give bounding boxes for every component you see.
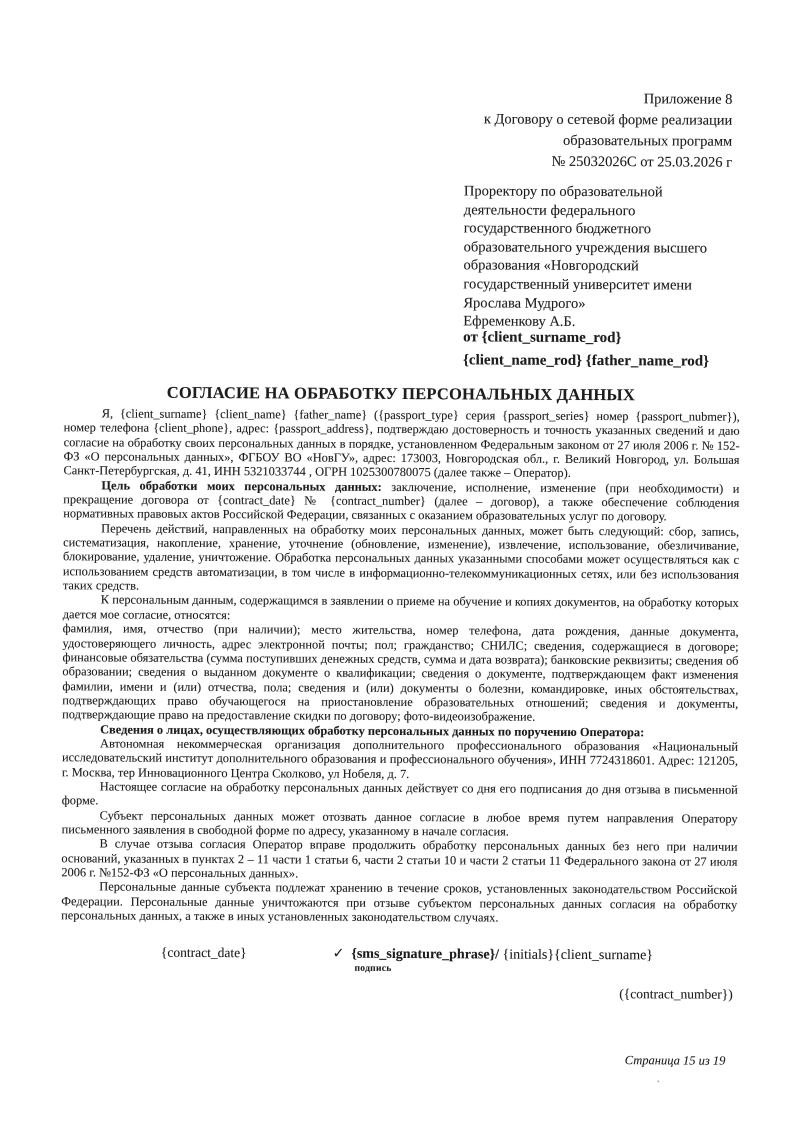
signature-initials: {initials}{client_surname} <box>498 947 654 964</box>
paragraph: Цель обработки моих персональных данных: заключение, исполнение, изменение (при необходимости) и прекращение договора от {contract_date} № {contract_number} (далее – договор), а также обеспечение соблюдения нормативных правовых актов Российской Федерации, связанных с оказанием образовательных услуг по договору. <box>63 478 740 524</box>
addressee-block: Проректору по образовательной деятельности федерального государственного бюджетного образовательного учреждения высшего образования «Новгородский государственный университет имени Ярослава Мудрого» Ефременкову А.Б. <box>463 183 708 331</box>
paragraph: Персональные данные субъекта подлежат хранению в течение сроков, установленных законодательством Российской Федерации. Персональные данные уничтожаются при отзыве субъектом персональных данных согласия на обработку персональных данных, а также в иных установленных законодательством случаях. <box>61 879 738 925</box>
contract-number: ({contract_number}) <box>619 986 733 1002</box>
paragraph: Субъект персональных данных может отозвать данное согласие в любое время путем направления Оператору письменного заявления в свободной форме по адресу, указанному в начале согласия. <box>61 808 738 839</box>
from-block: от {client_surname_rod} {client_name_rod} {father_name_rod} <box>463 329 710 370</box>
paragraph: Я, {client_surname} {client_name} {father_name} ({passport_type} серия {passport_series} номер {passport_nubmer}), номер телефона {client_phone}, адрес: {passport_address}, подтверждаю достоверность и точность указанных сведений и даю согласие на обработку своих персональных данных в порядке, установленном Федеральным законом от 27 июля 2006 г. № 152-ФЗ «О персональных данных», ФГБОУ ВО «НовГУ», адрес: 173003, Новгородская обл., г. Великий Новгород, ул. Большая Санкт-Петербургская, д. 41, ИНН 5321033744 , ОГРН 1025300780075 (далее также – Оператор). <box>63 406 740 481</box>
paragraph: Автономная некоммерческая организация дополнительного профессионального образования «Национальный исследовательский институт дополнительного образования и профессионального обучения», ИНН 7724318601. Адрес: 121205, г. Москва, тер Инновационного Центра Сколково, ул Нобеля, д. 7. <box>61 736 739 781</box>
signature-phrase: {sms_signature_phrase}/ <box>351 946 500 963</box>
signature-date: {contract_date} <box>160 944 247 961</box>
paragraph: Перечень действий, направленных на обработку моих персональных данных, может быть следующий: сбор, запись, систематизация, накопление, хранение, уточнение (обновление, изменение), извлечение, использование, обезличивание, блокирование, удаление, уничтожение. Обработка персональных данных указанными способами может осуществляться как с использованием средств автоматизации, в том числе в информационно-телекоммуникационных сетях, или без использования таких средств. <box>62 521 740 593</box>
page-footer: Страница 15 из 19 <box>624 1053 726 1068</box>
consent-body <box>61 406 740 926</box>
paragraph: В случае отзыва согласия Оператор вправе продолжить обработку персональных данных без него при наличии оснований, указанных в пунктах 2 – 11 части 1 статьи 6, части 2 статьи 10 и части 2 статьи 11 Федерального закона от 27 июля 2006 г. №152-ФЗ «О персональных данных». <box>61 836 738 881</box>
paragraph: фамилия, имя, отчество (при наличии); место жительства, номер телефона, дата рождения, данные документа, удостоверяющего личность, адрес электронной почты; пол; гражданство; СНИЛС; сведения, содержащиеся в договоре; финансовые обязательства (сумма поступивших денежных средств, сумма и дата возврата); банковские реквизиты; сведения об образовании; сведения о выданном документе о квалификации; сведения о документе, подтверждающем факт изменения фамилии, имени и (или) отчества, пола; сведения и (или) документы о болезни, командировке, иных обстоятельствах, подтверждающих право обучающегося на приостановление образовательных отношений; сведения и документы, подтверждающие право на предоставление скидки по договору; фото-видеоизображение. <box>62 621 739 724</box>
paragraph: К персональным данным, содержащимся в заявлении о приеме на обучение и копиях документов, на обработку которых дается мое согласие, относятся: <box>62 592 739 622</box>
signature-line <box>333 947 654 964</box>
signature-caption: подпись <box>354 963 392 974</box>
check-icon: ✓ <box>332 946 345 962</box>
paragraph: Сведения о лицах, осуществляющих обработку персональных данных по поручению Оператора: <box>100 721 645 739</box>
signature-block <box>333 946 654 976</box>
signature-section <box>61 944 737 1003</box>
document-title: СОГЛАСИЕ НА ОБРАБОТКУ ПЕРСОНАЛЬНЫХ ДАННЫХ <box>166 382 636 405</box>
signature-row <box>61 944 737 976</box>
scan-speck <box>657 1080 659 1082</box>
appendix-note: Приложение 8 к Договору о сетевой форме реализации образовательных программ № 25032026С от 25.03.2026 г <box>483 91 733 171</box>
paragraph: Настоящее согласие на обработку персональных данных действует со дня его подписания до дня отзыва в письменной форме. <box>61 779 738 808</box>
